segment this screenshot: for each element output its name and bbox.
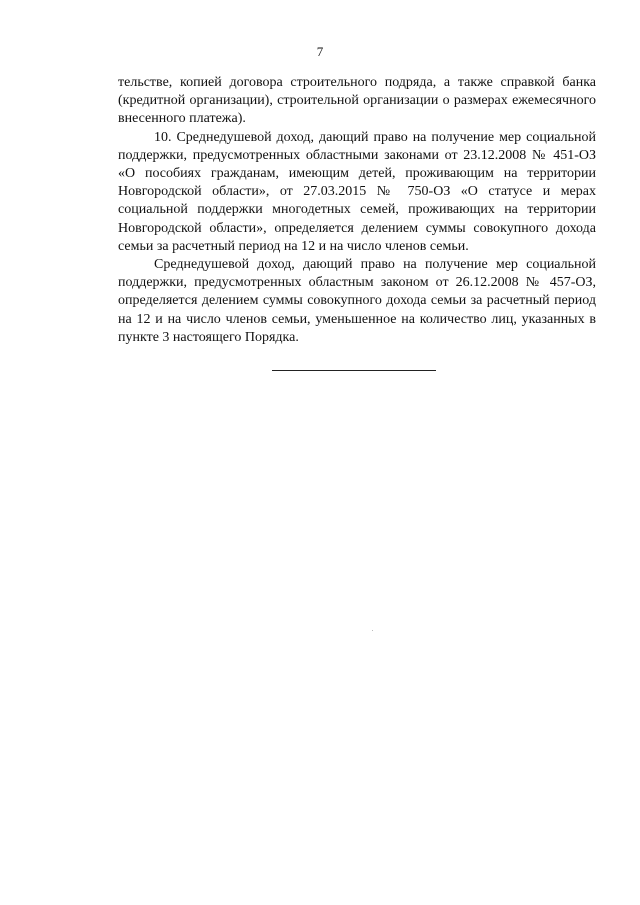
paragraph-income-calculation: Среднедушевой доход, дающий право на получение мер социальной поддержки, предусмотренных областным законом от 26.12.2008 № 457-ОЗ, определяется делением суммы совокупного дохода семьи за расчетный период на 12 и на число членов семьи, уменьшенное на количество лиц, указанных в пункте 3 настоящего Порядка.: [118, 257, 596, 345]
paragraph-continuation: тельстве, копией договора строительного подряда, а также справкой банка (кредитной организации), строительной организации о размерах ежемесячного внесенного платежа).: [118, 75, 596, 127]
page-number: 7: [316, 44, 324, 59]
document-body: [118, 74, 596, 347]
end-divider-line: [272, 370, 436, 371]
scan-speck: [372, 630, 373, 631]
paragraph-item-10: 10. Среднедушевой доход, дающий право на получение мер социальной поддержки, предусмотренных областными законами от 23.12.2008 № 451-ОЗ «О пособиях гражданам, имеющим детей, проживающим на территории Новгородской области», от 27.03.2015 № 750-ОЗ «О статусе и мерах социальной поддержки многодетных семей, проживающих на территории Новгородской области», определяется делением суммы совокупного дохода семьи за расчетный период на 12 и на число членов семьи.: [118, 129, 596, 254]
